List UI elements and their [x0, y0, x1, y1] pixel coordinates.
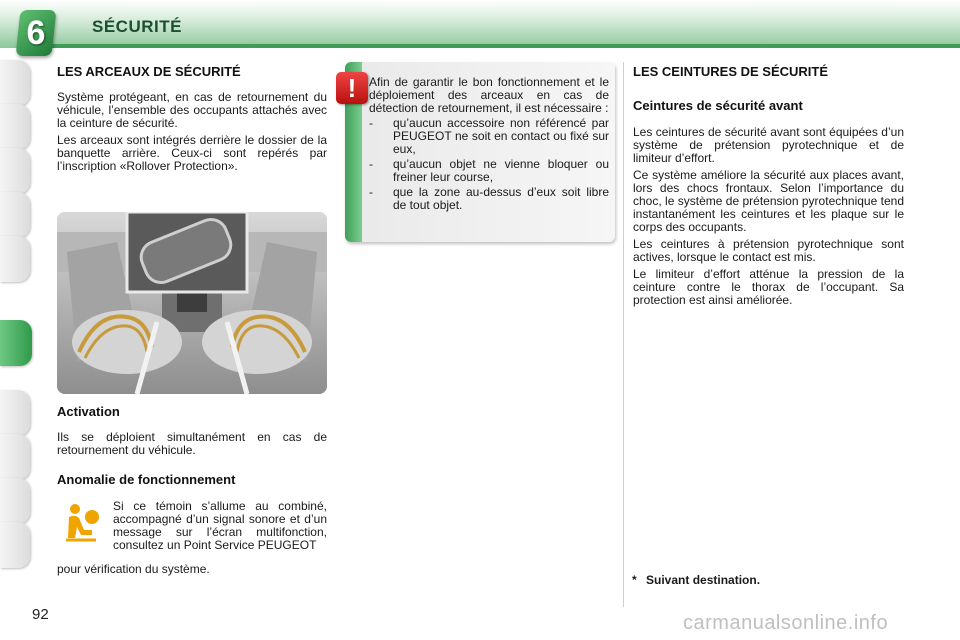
- seatbelt-title: LES CEINTURES DE SÉCURITÉ: [633, 64, 829, 79]
- seatbelt-paragraph-1: Les ceintures de sécurité avant sont équipées d’un système de prétension pyrotechnique et de limiteur d’effort.: [633, 125, 904, 165]
- anomaly-text-last: pour vérification du système.: [57, 562, 210, 576]
- chapter-number: 6: [26, 14, 46, 52]
- front-seatbelt-subtitle: Ceintures de sécurité avant: [633, 98, 803, 113]
- header-rule: [52, 44, 960, 48]
- anomaly-text-block: [113, 500, 327, 552]
- chapter-tab[interactable]: [0, 104, 30, 150]
- chapter-tab[interactable]: [0, 60, 30, 106]
- bullet-dash: -: [369, 116, 373, 130]
- seatbelt-paragraph-4: Le limiteur d’effort atténue la pression de la ceinture contre le thorax de l’occupant. Sa protection est ainsi améliorée.: [633, 267, 904, 307]
- footnote-text: Suivant destination.: [646, 573, 761, 587]
- bullet-text: qu’aucun objet ne vienne bloquer ou freiner leur course,: [393, 157, 609, 184]
- watermark: carmanualsonline.info: [683, 612, 889, 634]
- page-number: 92: [32, 606, 49, 623]
- bullet-dash: -: [369, 157, 373, 171]
- rollbar-paragraph-2: Les arceaux sont intégrés derrière le dossier de la banquette arrière. Ceux-ci sont repérés par l’inscription «Rollover Protection».: [57, 133, 327, 173]
- rollbar-title: LES ARCEAUX DE SÉCURITÉ: [57, 64, 241, 79]
- chapter-tab[interactable]: [0, 522, 30, 568]
- warning-text: [369, 76, 609, 212]
- anomaly-title: Anomalie de fonctionnement: [57, 472, 236, 487]
- warning-bullet: [369, 117, 609, 156]
- footnote-star: *: [632, 573, 637, 587]
- chapter-tab[interactable]: [0, 390, 30, 436]
- chapter-tab-active[interactable]: [0, 320, 32, 366]
- anomaly-text-tail: [57, 563, 327, 576]
- footnote: [632, 573, 760, 587]
- chapter-tab[interactable]: [0, 434, 30, 480]
- chapter-tab[interactable]: [0, 478, 30, 524]
- warning-bullet: [369, 186, 609, 212]
- rollbar-photo: [57, 212, 327, 394]
- anomaly-text: Si ce témoin s’allume au combiné, accompagné d’un signal sonore et d’un message sur l’écran multifonction, consultez un Point Service PEUGEOT: [113, 499, 327, 552]
- chapter-tab[interactable]: [0, 148, 30, 194]
- seatbelt-paragraph-2: Ce système améliore la sécurité aux places avant, lors des chocs frontaux. Selon l’importance du choc, le système de prétension pyrotechnique tend instantanément les ceintures et les plaque sur le corps des occupants.: [633, 168, 904, 234]
- right-column: [633, 64, 904, 307]
- warning-intro: Afin de garantir le bon fonctionnement et le déploiement des arceaux en cas de détection de retournement, il est nécessaire :: [369, 75, 609, 115]
- left-column: [57, 64, 327, 173]
- warning-exclamation-icon: !: [336, 72, 368, 104]
- chapter-tab[interactable]: [0, 192, 30, 238]
- bullet-text: qu’aucun accessoire non référencé par PEUGEOT ne soit en contact ou fixé sur eux,: [393, 116, 609, 156]
- bullet-dash: -: [369, 185, 373, 199]
- chapter-tab[interactable]: [0, 236, 30, 282]
- bullet-text: que la zone au-dessus d’eux soit libre de tout objet.: [393, 185, 609, 212]
- activation-title: Activation: [57, 404, 120, 419]
- column-divider: [623, 62, 624, 607]
- rollbar-paragraph-1: Système protégeant, en cas de retournement du véhicule, l’ensemble des occupants attachés avec la ceinture de sécurité.: [57, 90, 327, 130]
- activation-text: Ils se déploient simultanément en cas de retournement du véhicule.: [57, 430, 327, 457]
- activation-section: [57, 404, 327, 457]
- seatbelt-paragraph-3: Les ceintures à prétension pyrotechnique sont actives, lorsque le contact est mis.: [633, 237, 904, 264]
- warning-bullet: [369, 158, 609, 184]
- anomaly-section: [57, 472, 327, 487]
- airbag-warning-icon: [62, 500, 104, 544]
- section-title: SÉCURITÉ: [92, 17, 182, 36]
- chapter-tabs: [0, 60, 34, 580]
